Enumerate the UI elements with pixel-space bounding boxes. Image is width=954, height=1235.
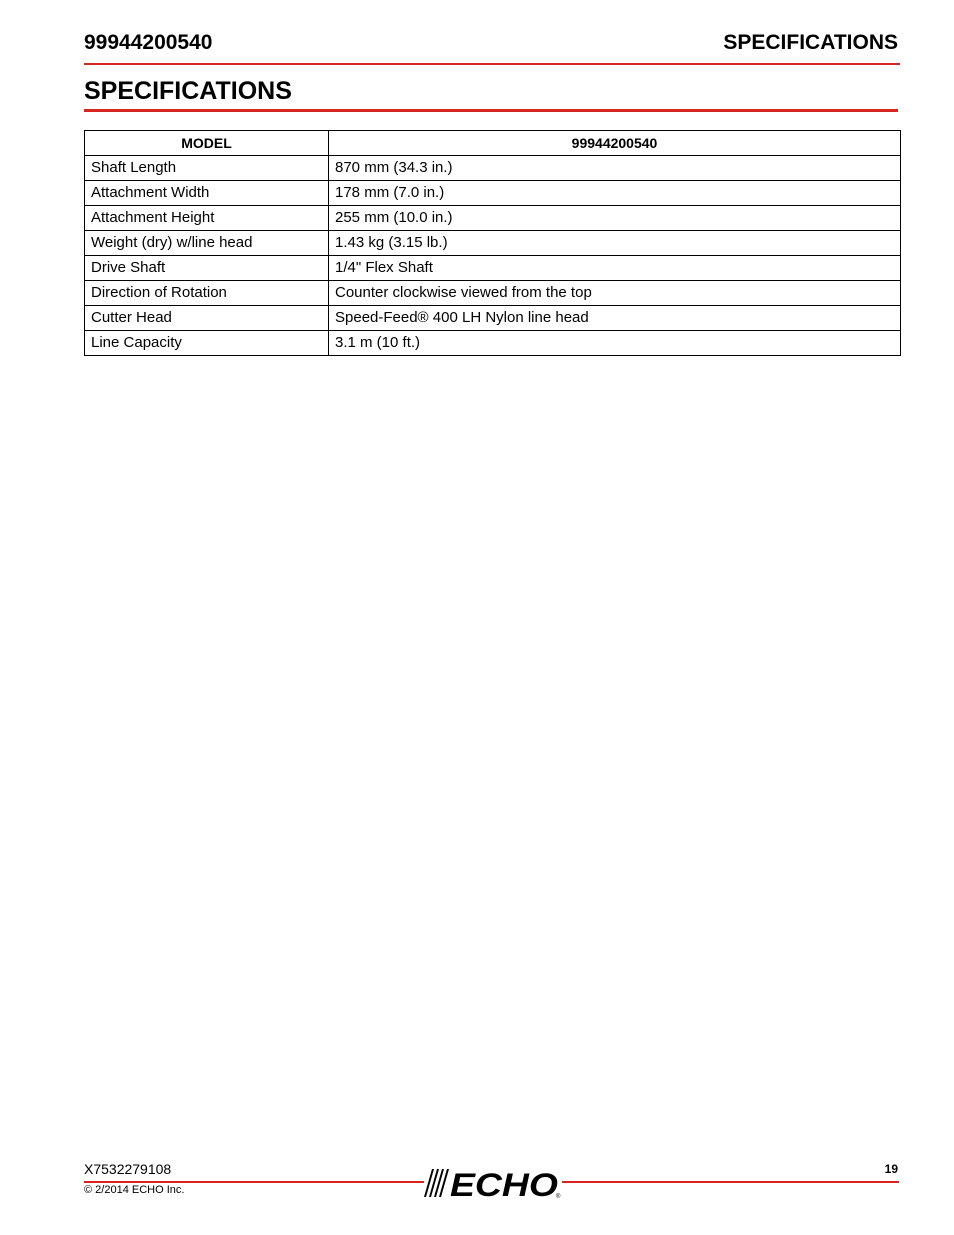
spec-label: Attachment Height xyxy=(85,206,329,231)
spec-value: 1/4" Flex Shaft xyxy=(329,256,901,281)
spec-value: 178 mm (7.0 in.) xyxy=(329,181,901,206)
title-divider xyxy=(84,109,898,112)
table-row xyxy=(85,306,901,331)
footer-copyright: © 2/2014 ECHO Inc. xyxy=(84,1184,185,1196)
page-number: 19 xyxy=(884,1162,898,1176)
echo-logo xyxy=(420,1167,565,1199)
spec-value: 1.43 kg (3.15 lb.) xyxy=(329,231,901,256)
specifications-table xyxy=(84,130,901,356)
spec-label: Direction of Rotation xyxy=(85,281,329,306)
spec-label: Attachment Width xyxy=(85,181,329,206)
table-row xyxy=(85,256,901,281)
spec-value: 255 mm (10.0 in.) xyxy=(329,206,901,231)
spec-label: Weight (dry) w/line head xyxy=(85,231,329,256)
footer-document-code: X7532279108 xyxy=(84,1161,172,1177)
table-header-row xyxy=(85,131,901,156)
spec-value: Speed-Feed® 400 LH Nylon line head xyxy=(329,306,901,331)
spec-label: Drive Shaft xyxy=(85,256,329,281)
table-row xyxy=(85,281,901,306)
spec-label: Shaft Length xyxy=(85,156,329,181)
table-row xyxy=(85,156,901,181)
svg-text:®: ® xyxy=(556,1194,561,1199)
table-row xyxy=(85,181,901,206)
logo-wordmark: ECHO xyxy=(450,1167,559,1199)
spec-value: 870 mm (34.3 in.) xyxy=(329,156,901,181)
table-row xyxy=(85,331,901,356)
table-header-cell: 99944200540 xyxy=(329,131,901,156)
table-row xyxy=(85,231,901,256)
spec-label: Cutter Head xyxy=(85,306,329,331)
page-title: SPECIFICATIONS xyxy=(84,77,292,105)
table-row xyxy=(85,206,901,231)
header-section-title: SPECIFICATIONS xyxy=(723,31,898,54)
spec-value: 3.1 m (10 ft.) xyxy=(329,331,901,356)
header-model-number: 99944200540 xyxy=(84,31,213,54)
spec-value: Counter clockwise viewed from the top xyxy=(329,281,901,306)
table-header-cell: MODEL xyxy=(85,131,329,156)
footer-divider-left xyxy=(84,1181,424,1183)
spec-label: Line Capacity xyxy=(85,331,329,356)
footer-divider-right xyxy=(562,1181,899,1183)
header-divider xyxy=(84,63,900,65)
